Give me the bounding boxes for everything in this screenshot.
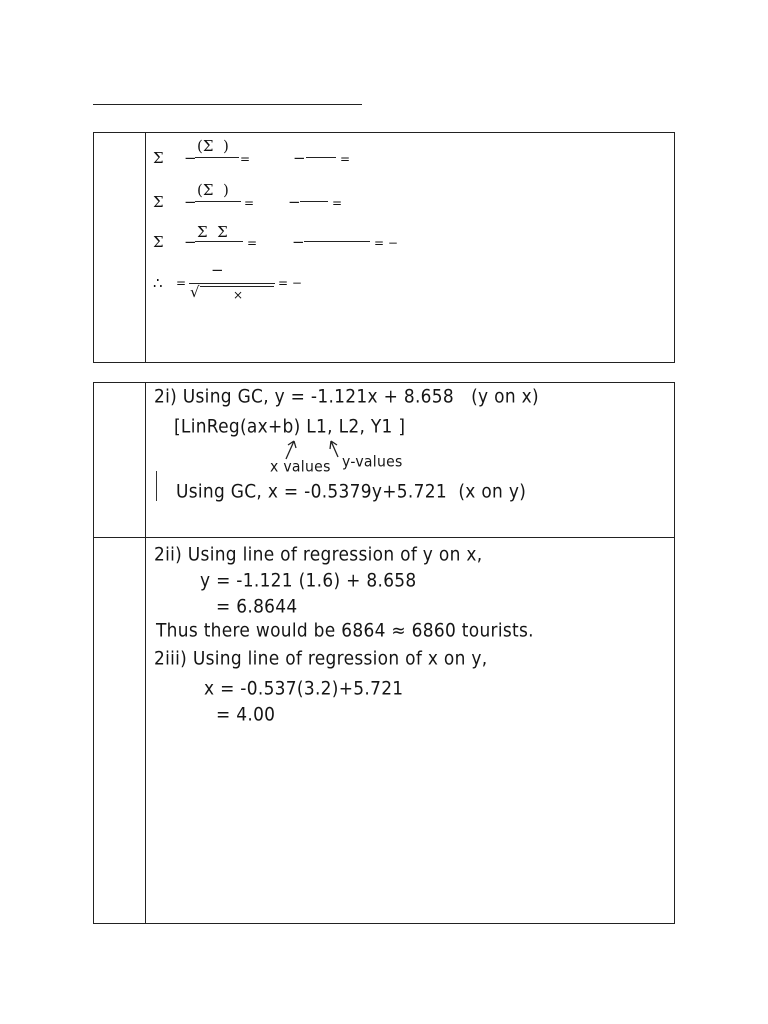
therefore-symbol: ∴ (153, 274, 163, 292)
y-values-label: y-values (342, 453, 403, 471)
minus-sign: − (288, 193, 301, 211)
equals-sign: = (240, 152, 251, 166)
numerator: (Σ ) (197, 137, 229, 155)
substitution-line: x = -0.537(3.2)+5.721 (204, 678, 404, 700)
fraction-bar (300, 201, 328, 202)
margin-mark (156, 471, 157, 501)
numerator: (Σ ) (197, 181, 229, 199)
equals-sign: = (244, 196, 255, 210)
conclusion-line: Thus there would be 6864 ≈ 6860 tourists. (156, 620, 534, 642)
linreg-line: [LinReg(ax+b) L1, L2, Y1 ] (174, 416, 406, 438)
sigma-symbol: Σ (153, 193, 164, 211)
substitution-line: y = -1.121 (1.6) + 8.658 (200, 570, 417, 592)
minus-sign: − (211, 261, 224, 279)
fraction-bar (195, 157, 239, 158)
x-on-y-line: Using GC, x = -0.5379y+5.721 (x on y) (176, 481, 527, 503)
sqrt-symbol: √ (190, 283, 200, 301)
result-line: = 4.00 (216, 704, 276, 726)
title-underline (93, 104, 362, 105)
x-values-label: x values (270, 458, 331, 476)
equals-sign: = (176, 276, 187, 290)
minus-sign: − (292, 233, 305, 251)
numerator: Σ Σ (197, 223, 228, 241)
fraction-bar (304, 241, 370, 242)
answer-2iii-line: 2iii) Using line of regression of x on y, (154, 648, 488, 670)
formula-table (93, 132, 675, 363)
equals-sign: = (247, 236, 258, 250)
sqrt-bar (200, 286, 274, 287)
equals-sign: = − (278, 276, 302, 290)
fraction-bar (189, 283, 275, 284)
times-symbol: × (233, 288, 244, 302)
minus-sign: − (293, 149, 306, 167)
equals-sign: = − (374, 236, 398, 250)
fraction-bar (195, 201, 241, 202)
fraction-bar (306, 157, 336, 158)
table-column-divider (145, 133, 146, 362)
minus-sign: − (184, 149, 197, 167)
sigma-symbol: Σ (153, 233, 164, 251)
table-row-divider (94, 537, 674, 538)
minus-sign: − (184, 193, 197, 211)
equals-sign: = (332, 196, 343, 210)
fraction-bar (195, 241, 243, 242)
equals-sign: = (340, 152, 351, 166)
minus-sign: − (184, 233, 197, 251)
result-line: = 6.8644 (216, 596, 298, 618)
answer-2ii-line: 2ii) Using line of regression of y on x, (154, 544, 483, 566)
answer-2i-line: 2i) Using GC, y = -1.121x + 8.658 (y on x) (154, 386, 539, 408)
sigma-symbol: Σ (153, 149, 164, 167)
answer-table (93, 382, 675, 924)
